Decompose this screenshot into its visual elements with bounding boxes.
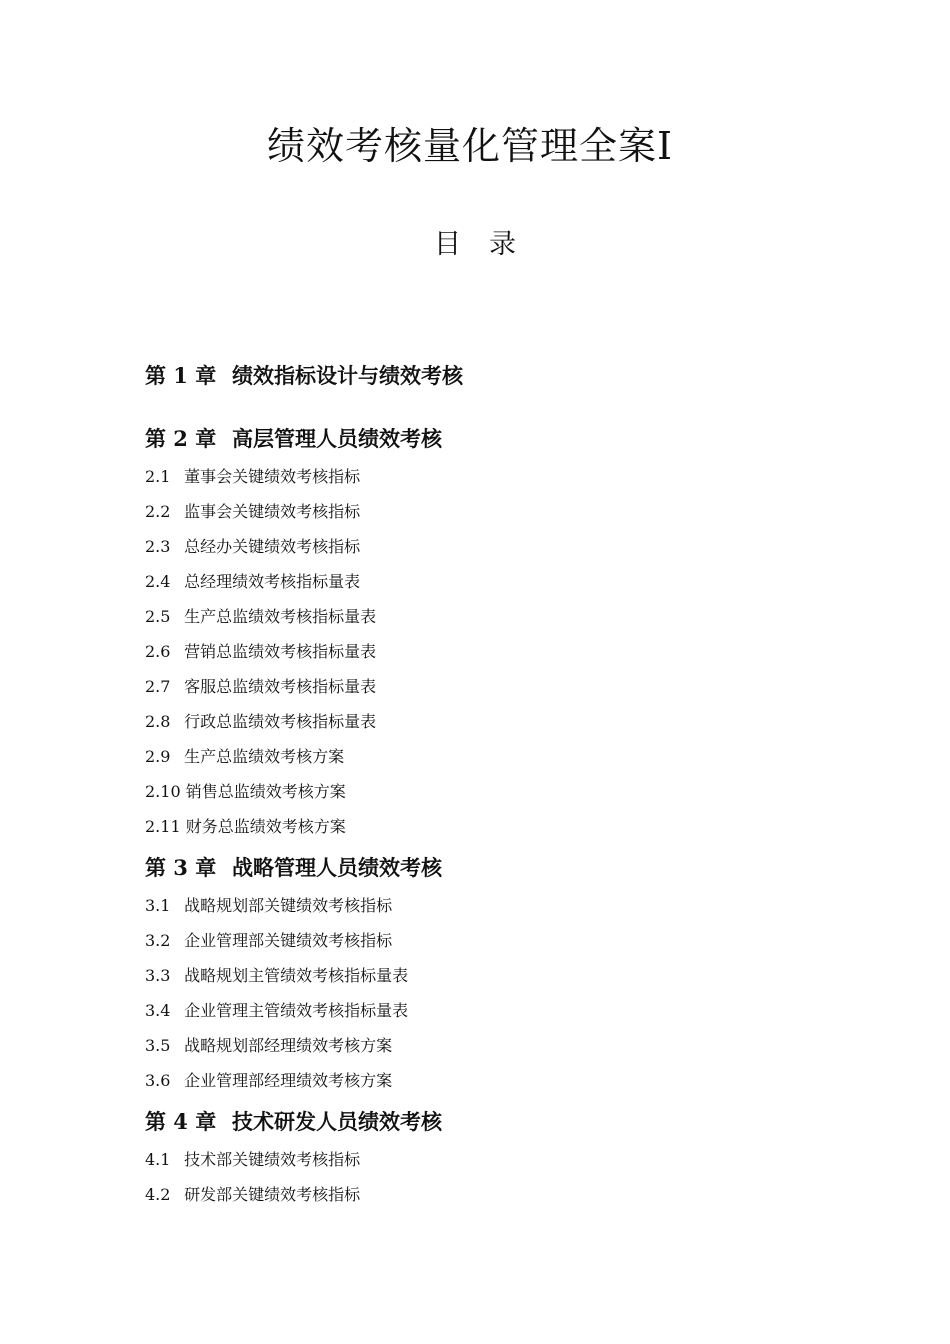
item-number: 2.10	[145, 782, 181, 801]
toc-chapter-3[interactable]	[145, 852, 845, 884]
item-title: 董事会关键绩效考核指标	[184, 467, 361, 486]
toc-item-2-10[interactable]	[145, 774, 845, 809]
chapter-title: 绩效指标设计与绩效考核	[232, 363, 463, 388]
toc-heading-char-1: 目	[434, 229, 461, 260]
item-number: 2.6	[145, 642, 171, 661]
item-title: 总经理绩效考核指标量表	[184, 572, 361, 591]
item-title: 客服总监绩效考核指标量表	[184, 677, 377, 696]
item-title: 企业管理部经理绩效考核方案	[184, 1071, 393, 1090]
toc-item-3-1[interactable]	[145, 888, 845, 923]
toc-item-3-2[interactable]	[145, 923, 845, 958]
item-number: 3.3	[145, 966, 171, 985]
item-number: 3.2	[145, 931, 171, 950]
toc-item-4-1[interactable]	[145, 1142, 845, 1177]
item-title: 监事会关键绩效考核指标	[184, 502, 361, 521]
chapter-number: 第 3 章	[145, 855, 217, 880]
item-number: 2.8	[145, 712, 171, 731]
toc-chapter-4[interactable]	[145, 1106, 845, 1138]
table-of-contents	[145, 360, 845, 1212]
toc-item-3-5[interactable]	[145, 1028, 845, 1063]
toc-item-2-3[interactable]	[145, 529, 845, 564]
toc-item-2-7[interactable]	[145, 669, 845, 704]
item-number: 2.5	[145, 607, 171, 626]
toc-chapter-2[interactable]	[145, 423, 845, 455]
toc-item-3-3[interactable]	[145, 958, 845, 993]
toc-item-2-1[interactable]	[145, 459, 845, 494]
chapter-number: 第 1 章	[145, 363, 217, 388]
toc-item-2-9[interactable]	[145, 739, 845, 774]
item-number: 3.1	[145, 896, 171, 915]
toc-chapter-1[interactable]	[145, 360, 845, 392]
toc-heading	[0, 229, 950, 261]
item-title: 销售总监绩效考核方案	[185, 782, 346, 801]
item-number: 2.2	[145, 502, 171, 521]
item-number: 4.2	[145, 1185, 171, 1204]
item-title: 生产总监绩效考核方案	[184, 747, 345, 766]
chapter-number: 第 4 章	[145, 1109, 217, 1134]
item-title: 财务总监绩效考核方案	[185, 817, 346, 836]
item-title: 战略规划主管绩效考核指标量表	[184, 966, 409, 985]
toc-item-3-6[interactable]	[145, 1063, 845, 1098]
toc-item-2-5[interactable]	[145, 599, 845, 634]
item-title: 企业管理主管绩效考核指标量表	[184, 1001, 409, 1020]
toc-item-4-2[interactable]	[145, 1177, 845, 1212]
chapter-number: 第 2 章	[145, 426, 217, 451]
item-number: 4.1	[145, 1150, 171, 1169]
item-number: 2.9	[145, 747, 171, 766]
item-number: 2.11	[145, 817, 181, 836]
item-title: 总经办关键绩效考核指标	[184, 537, 361, 556]
item-title: 行政总监绩效考核指标量表	[184, 712, 377, 731]
item-number: 2.4	[145, 572, 171, 591]
item-number: 2.1	[145, 467, 171, 486]
item-title: 营销总监绩效考核指标量表	[184, 642, 377, 661]
toc-item-2-8[interactable]	[145, 704, 845, 739]
item-title: 战略规划部关键绩效考核指标	[184, 896, 393, 915]
item-number: 3.5	[145, 1036, 171, 1055]
item-title: 生产总监绩效考核指标量表	[184, 607, 377, 626]
toc-item-2-2[interactable]	[145, 494, 845, 529]
toc-heading-char-2: 录	[489, 229, 516, 260]
item-number: 2.7	[145, 677, 171, 696]
chapter-title: 战略管理人员绩效考核	[232, 855, 442, 880]
item-number: 3.4	[145, 1001, 171, 1020]
item-title: 战略规划部经理绩效考核方案	[184, 1036, 393, 1055]
toc-item-2-11[interactable]	[145, 809, 845, 844]
toc-item-2-4[interactable]	[145, 564, 845, 599]
document-title: 绩效考核量化管理全案Ⅰ	[266, 124, 673, 168]
toc-item-3-4[interactable]	[145, 993, 845, 1028]
toc-item-2-6[interactable]	[145, 634, 845, 669]
item-number: 3.6	[145, 1071, 171, 1090]
item-title: 研发部关键绩效考核指标	[184, 1185, 361, 1204]
chapter-title: 高层管理人员绩效考核	[232, 426, 442, 451]
chapter-title: 技术研发人员绩效考核	[232, 1109, 442, 1134]
item-title: 技术部关键绩效考核指标	[184, 1150, 361, 1169]
item-number: 2.3	[145, 537, 171, 556]
item-title: 企业管理部关键绩效考核指标	[184, 931, 393, 950]
